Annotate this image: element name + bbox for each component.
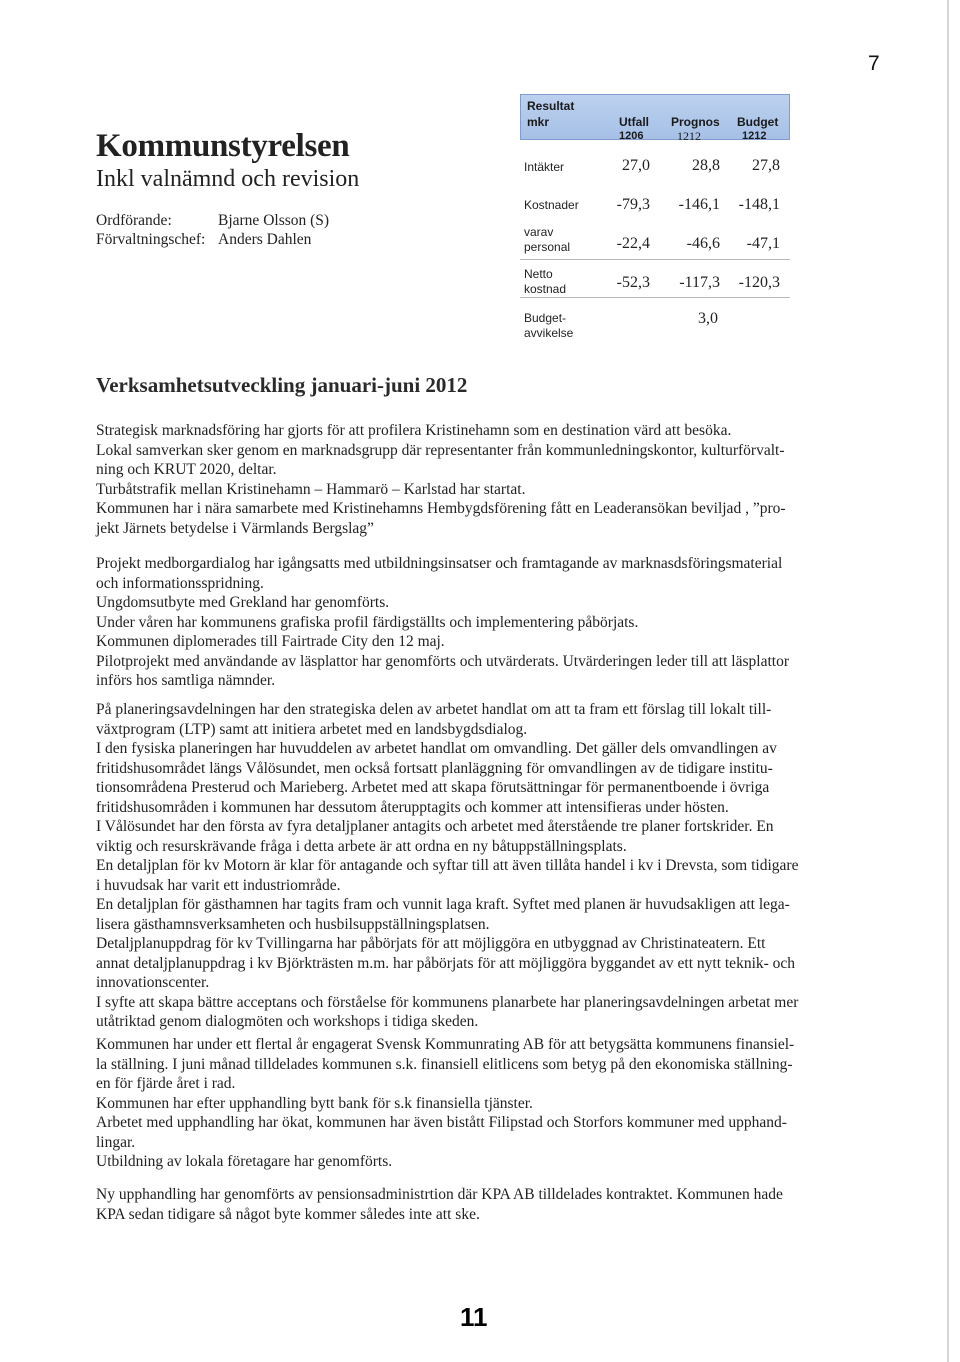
paragraph-finance — [96, 1035, 816, 1172]
cell-netto-utfall: -52,3 — [616, 274, 650, 291]
text-line: lisera gästhamnsverksamheten och husbilsuppställningsplatsen. — [96, 915, 490, 933]
section-heading: Verksamhetsutveckling januari-juni 2012 — [96, 373, 468, 397]
text-line: Utbildning av lokala företagare har genomförts. — [96, 1153, 393, 1170]
table-divider — [520, 297, 790, 298]
text-line: Kommunen diplomerades till Fairtrade City den 12 maj. — [96, 633, 445, 650]
text-line: Kommunen har under ett flertal år engagerat Svensk Kommunrating AB för att betygsätta kommunens finansiel- — [96, 1036, 795, 1053]
paragraph-marketing — [96, 421, 816, 538]
cell-kostnader-budget: -148,1 — [738, 196, 780, 213]
column-code-prognos: 1212 — [677, 129, 701, 143]
row-label-kostnader: Kostnader — [524, 198, 579, 212]
text-line: Ungdomsutbyte med Grekland har genomförts. — [96, 594, 390, 611]
cell-intakter-utfall: 27,0 — [622, 157, 650, 174]
page-subtitle: Inkl valnämnd och revision — [96, 166, 360, 192]
text-line: En detaljplan för gästhamnen har tagits fram och vunnit laga kraft. Syftet med planen är huvudsakligen att lega- — [96, 896, 790, 913]
row-label-kostnad: kostnad — [524, 282, 567, 296]
table-divider — [520, 259, 790, 260]
text-line: Kommunen har efter upphandling bytt bank för s.k finansiella tjänster. — [96, 1094, 533, 1112]
text-line: fritidshusområdet längs Vålösundet, men också fortsatt planläggning för omvandlingen av de tidigare institu- — [96, 759, 773, 777]
row-label-avvikelse: avvikelse — [524, 326, 574, 340]
text-line: Arbetet med upphandling har ökat, kommunen har även bistått Filipstad och Storfors kommuner med upphand- — [96, 1114, 787, 1131]
text-line: Projekt medborgardialog har igångsatts med utbildningsinsatser och framtagande av marknasdsföringsmaterial — [96, 555, 783, 572]
cell-kostnader-prognos: -146,1 — [678, 196, 720, 213]
cell-personal-budget: -47,1 — [746, 235, 780, 252]
cell-kostnader-utfall: -79,3 — [616, 196, 650, 213]
text-line: i huvudsak har varit ett industriområde. — [96, 876, 341, 894]
text-line: Turbåtstrafik mellan Kristinehamn – Hammarö – Karlstad har startat. — [96, 480, 526, 498]
column-code-budget: 1212 — [742, 130, 767, 142]
page-number-bottom: 11 — [460, 1302, 488, 1332]
text-line: Pilotprojekt med användande av läsplattor har genomförts och utvärderats. Utvärderingen leder till att läsplattor — [96, 652, 789, 670]
text-line: lingar. — [96, 1133, 136, 1151]
cell-avvikelse-prognos: 3,0 — [698, 310, 718, 327]
cell-netto-prognos: -117,3 — [679, 274, 720, 291]
row-label-budget: Budget- — [524, 311, 567, 325]
text-line: Kommunen har i nära samarbete med Kristinehamns Hembygdsförening fått en Leaderansökan beviljad , ”pro- — [96, 500, 786, 517]
text-line: ning och KRUT 2020, deltar. — [96, 461, 277, 478]
results-table-header — [520, 94, 790, 143]
cell-intakter-budget: 27,8 — [752, 157, 780, 174]
column-header-utfall: Utfall — [619, 115, 649, 129]
page-number-top: 7 — [868, 52, 880, 75]
text-line: annat detaljplanuppdrag i kv Björkträsten m.m. har påbörjats för att möjliggöra byggandet av ett nytt teknik- och — [96, 954, 796, 972]
text-line: Ny upphandling har genomförts av pensionsadministrtion där KPA AB tilldelades kontraktet. Kommunen hade — [96, 1186, 783, 1203]
cell-personal-utfall: -22,4 — [616, 235, 650, 252]
cell-intakter-prognos: 28,8 — [692, 157, 720, 174]
text-line: växtprogram (LTP) samt att initiera arbetet med en landsbygdsdialog. — [96, 720, 528, 738]
text-line: I Vålösundet har den första av fyra detaljplaner antagits och arbetet med återstående tre planer fortskrider. En — [96, 818, 774, 835]
text-line: viktig och resurskrävande fråga i detta arbete är att ordna en ny båtuppställningsplats. — [96, 837, 627, 855]
text-line: en för fjärde året i rad. — [96, 1075, 236, 1092]
text-line: fritidshusområden i kommunen har dessutom återupptagits och kommer att intensifieras under hösten. — [96, 798, 729, 816]
cell-personal-prognos: -46,6 — [686, 235, 720, 252]
column-header-budget: Budget — [737, 115, 779, 129]
text-line: innovationscenter. — [96, 974, 210, 991]
text-line: Under våren har kommunens grafiska profil färdigställts och implementering påbörjats. — [96, 613, 639, 631]
text-line: utåtriktad genom dialogmöten och workshops i tidiga skeden. — [96, 1013, 479, 1030]
role-name-manager: Anders Dahlen — [218, 231, 312, 248]
text-line: Lokal samverkan sker genom en marknadsgrupp där representanter från kommunledningskontor, kulturförvalt- — [96, 441, 785, 459]
role-label-manager: Förvaltningschef: — [96, 231, 206, 248]
text-line: införs hos samtliga nämnder. — [96, 672, 276, 689]
paragraph-projects — [96, 554, 816, 691]
text-line: KPA sedan tidigare så något byte kommer således inte att ske. — [96, 1205, 480, 1223]
column-code-utfall: 1206 — [619, 130, 644, 142]
role-label-chair: Ordförande: — [96, 212, 172, 229]
cell-netto-budget: -120,3 — [738, 274, 780, 291]
text-line: tionsområdena Presterud och Marieberg. Arbetet med att skapa förutsättningar för permanentboende i övriga — [96, 779, 770, 796]
text-line: jekt Järnets betydelse i Värmlands Bergslag” — [96, 519, 374, 537]
column-header-prognos: Prognos — [671, 115, 720, 129]
row-label-varav: varav — [524, 225, 554, 239]
text-line: På planeringsavdelningen har den strategiska delen av arbetet handlat om att ta fram ett förslag till lokalt till- — [96, 701, 772, 718]
row-label-personal: personal — [524, 240, 571, 254]
row-label-netto: Netto — [524, 267, 553, 281]
page-title: Kommunstyrelsen — [96, 128, 350, 164]
scan-edge-line — [947, 0, 949, 1362]
text-line: Detaljplanuppdrag för kv Tvillingarna har påbörjats för att möjliggöra en utbyggnad av Christinateatern. Ett — [96, 935, 766, 952]
text-line: I syfte att skapa bättre acceptans och förståelse för kommunens planarbete har planeringsavdelningen arbetat mer — [96, 993, 799, 1011]
role-name-chair: Bjarne Olsson (S) — [218, 212, 330, 229]
text-line: I den fysiska planeringen har huvuddelen av arbetet handlat om omvandling. Det gäller dels omvandlingen av — [96, 740, 777, 757]
text-line: Strategisk marknadsföring har gjorts för att profilera Kristinehamn som en destination värd att besöka. — [96, 422, 732, 439]
paragraph-pension — [96, 1185, 816, 1224]
row-label-intakter: Intäkter — [524, 160, 565, 174]
text-line: la ställning. I juni månad tilldelades kommunen s.k. finansiell elitlicens som betyg på den ekonomiska ställning- — [96, 1055, 793, 1073]
header-label-result: Resultat — [527, 99, 575, 113]
paragraph-planning — [96, 700, 816, 1032]
header-label-unit: mkr — [527, 115, 550, 129]
text-line: En detaljplan för kv Motorn är klar för antagande och syftar till att även tillåta handel i kv i Drevsta, som tidigare — [96, 857, 799, 874]
text-line: och informationsspridning. — [96, 574, 264, 592]
